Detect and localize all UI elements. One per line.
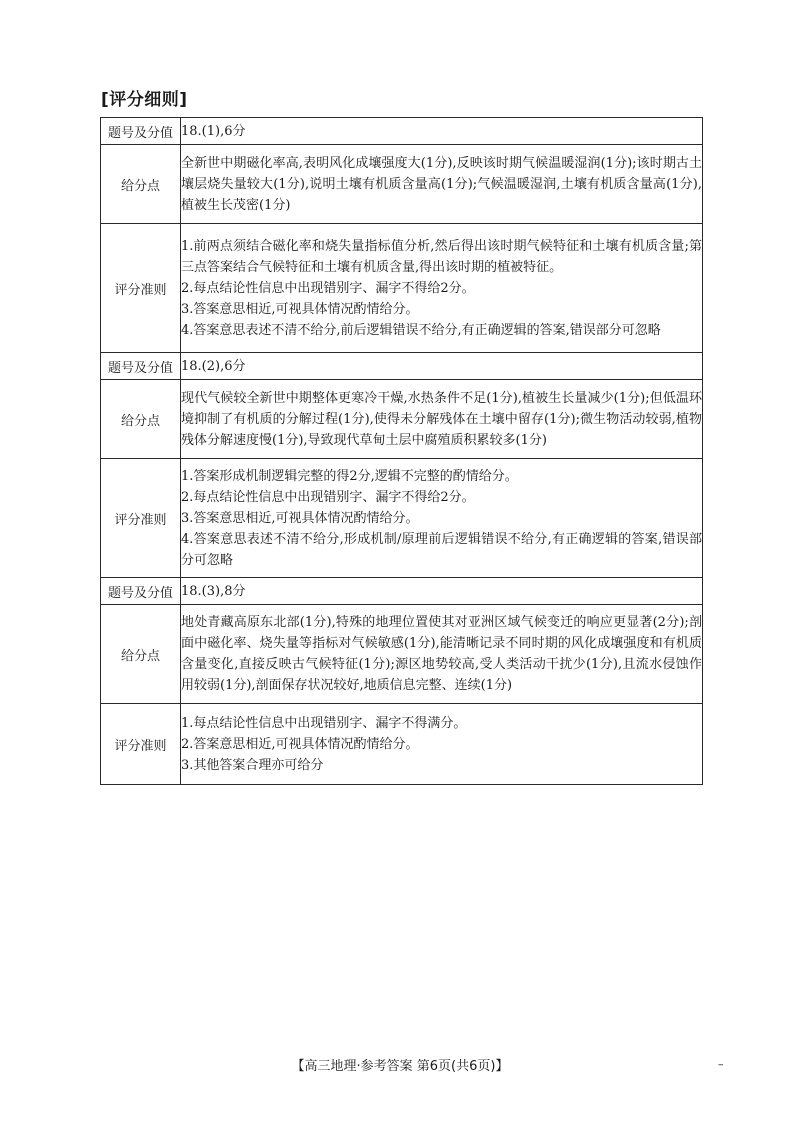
scoring-points-label: 给分点 <box>101 380 181 459</box>
scoring-criteria-label: 评分准则 <box>101 704 181 785</box>
criteria-item: 3.答案意思相近,可视具体情况酌情给分。 <box>181 510 419 526</box>
scoring-points-text: 全新世中期磁化率高,表明风化成壤强度大(1分),反映该时期气候温暖湿润(1分);该时期古土壤层烧失量较大(1分),说明土壤有机质含量高(1分);气候温暖湿润,土壤有机质含量高(1分),植被生长茂密(1分) <box>181 145 703 224</box>
scoring-criteria-list <box>181 459 703 578</box>
section-title: [评分细则] <box>101 90 188 110</box>
criteria-item: 4.答案意思表述不清不给分,前后逻辑错误不给分,有正确逻辑的答案,错误部分可忽略 <box>181 322 661 338</box>
scoring-points-label: 给分点 <box>101 145 181 224</box>
criteria-item: 3.答案意思相近,可视具体情况酌情给分。 <box>181 301 419 317</box>
criteria-item: 1.答案形成机制逻辑完整的得2分,逻辑不完整的酌情给分。 <box>181 468 518 484</box>
question-score-value: 18.(2),6分 <box>181 353 703 380</box>
criteria-row-3 <box>101 704 703 785</box>
footer-mark: – <box>718 1058 724 1071</box>
criteria-item: 3.其他答案合理亦可给分 <box>181 757 324 773</box>
question-score-label: 题号及分值 <box>101 118 181 145</box>
criteria-item: 2.每点结论性信息中出现错别字、漏字不得给2分。 <box>181 280 475 296</box>
question-score-label: 题号及分值 <box>101 353 181 380</box>
points-row-1 <box>101 145 703 224</box>
question-row-1 <box>101 118 703 145</box>
criteria-item: 2.每点结论性信息中出现错别字、漏字不得给2分。 <box>181 489 475 505</box>
page-footer: 【高三地理·参考答案 第6页(共6页)】 <box>291 1059 509 1074</box>
criteria-row-1 <box>101 224 703 353</box>
points-row-3 <box>101 605 703 704</box>
question-row-3 <box>101 578 703 605</box>
scoring-criteria-label: 评分准则 <box>101 459 181 578</box>
scoring-points-text: 现代气候较全新世中期整体更寒冷干燥,水热条件不足(1分),植被生长量减少(1分);但低温环境抑制了有机质的分解过程(1分),使得未分解残体在土壤中留存(1分);微生物活动较弱,植物残体分解速度慢(1分),导致现代草甸土层中腐殖质积累较多(1分) <box>181 380 703 459</box>
scoring-criteria-list <box>181 704 703 785</box>
question-score-value: 18.(3),8分 <box>181 578 703 605</box>
scoring-points-label: 给分点 <box>101 605 181 704</box>
criteria-item: 4.答案意思表述不清不给分,形成机制/原理前后逻辑错误不给分,有正确逻辑的答案,错误部分可忽略 <box>181 531 702 568</box>
scoring-points-text: 地处青藏高原东北部(1分),特殊的地理位置使其对亚洲区域气候变迁的响应更显著(2分);剖面中磁化率、烧失量等指标对气候敏感(1分),能清晰记录不同时期的风化成壤强度和有机质含量变化,直接反映古气候特征(1分);源区地势较高,受人类活动干扰少(1分),且流水侵蚀作用较弱(1分),剖面保存状况较好,地质信息完整、连续(1分) <box>181 605 703 704</box>
points-row-2 <box>101 380 703 459</box>
grading-table <box>100 117 703 785</box>
question-score-label: 题号及分值 <box>101 578 181 605</box>
scoring-criteria-list <box>181 224 703 353</box>
criteria-row-2 <box>101 459 703 578</box>
question-score-value: 18.(1),6分 <box>181 118 703 145</box>
criteria-item: 1.前两点须结合磁化率和烧失量指标值分析,然后得出该时期气候特征和土壤有机质含量;第三点答案结合气候特征和土壤有机质含量,得出该时期的植被特征。 <box>181 238 702 275</box>
scoring-criteria-label: 评分准则 <box>101 224 181 353</box>
question-row-2 <box>101 353 703 380</box>
criteria-item: 2.答案意思相近,可视具体情况酌情给分。 <box>181 736 419 752</box>
criteria-item: 1.每点结论性信息中出现错别字、漏字不得满分。 <box>181 715 467 731</box>
